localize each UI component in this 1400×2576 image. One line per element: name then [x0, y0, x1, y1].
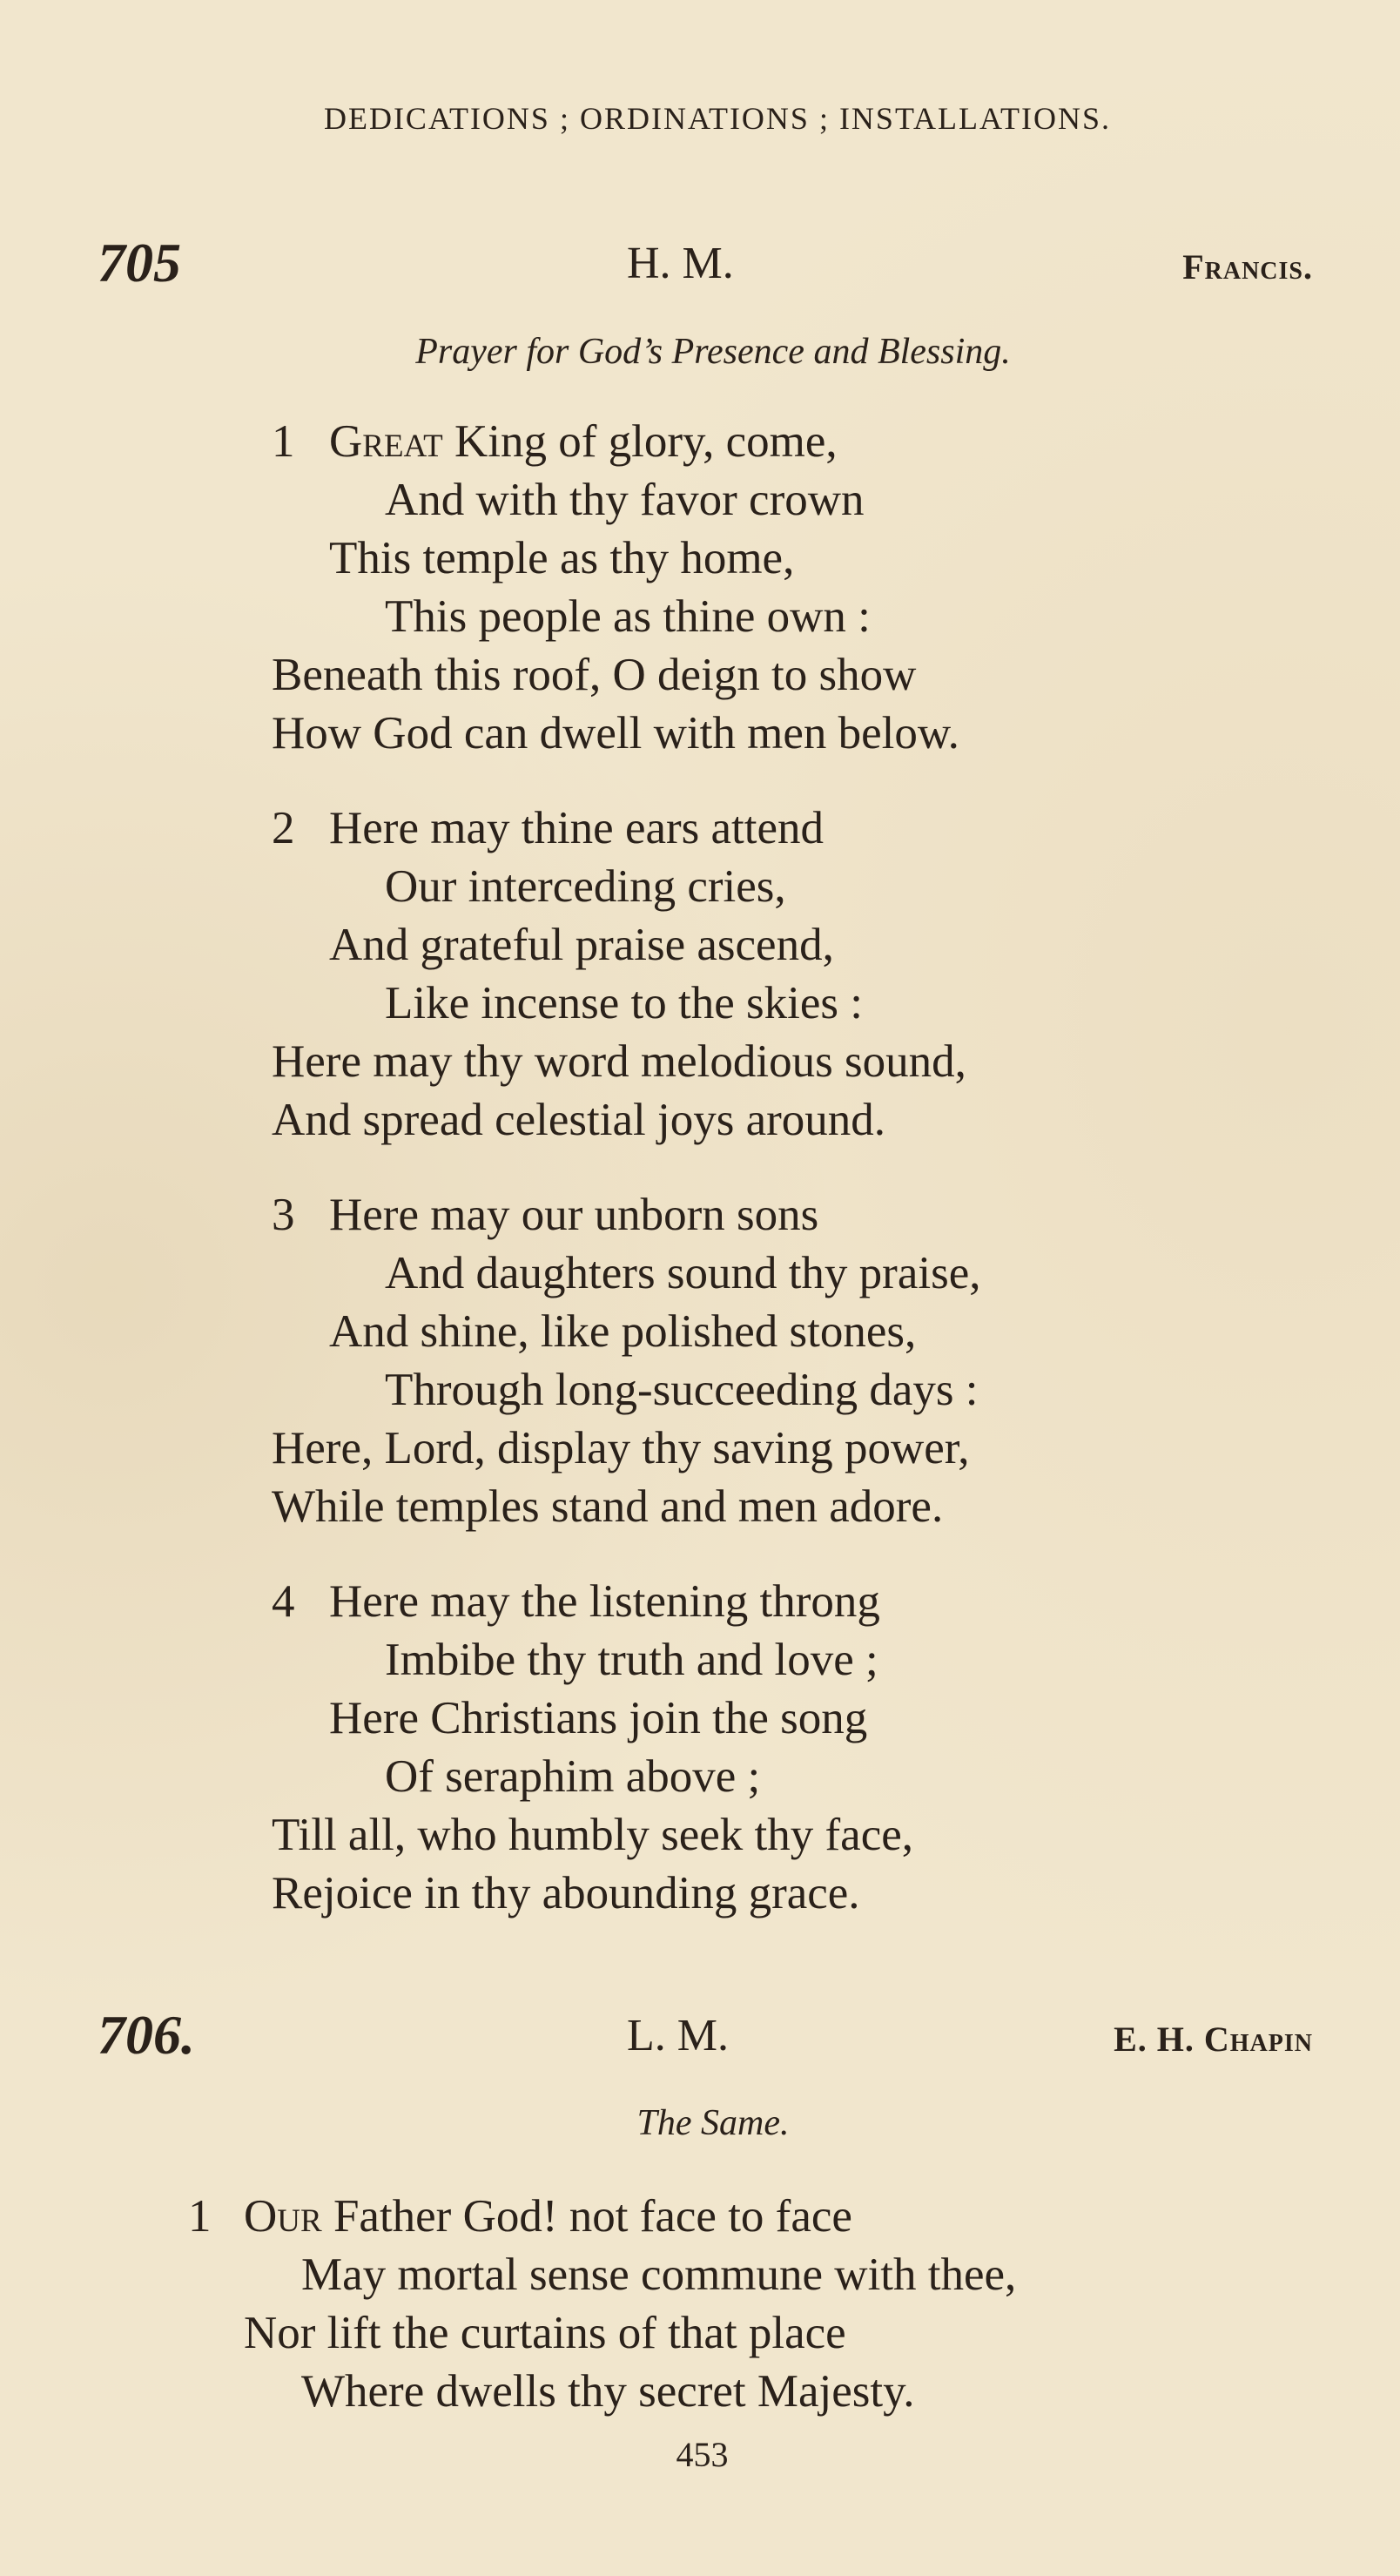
- verse-line: Where dwells thy secret Majesty.: [301, 2366, 915, 2417]
- verse-line: Till all, who humbly seek thy face,: [272, 1810, 914, 1860]
- verse-line: Here Christians join the song: [329, 1693, 868, 1743]
- verse-line: [272, 413, 959, 471]
- first-word: Great: [329, 416, 443, 467]
- first-line: Here may thine ears attend: [329, 803, 825, 853]
- first-line-rest: Father God! not face to face: [321, 2191, 852, 2242]
- stanza-number: 2: [272, 803, 295, 853]
- stanza-4: [272, 1573, 913, 1923]
- stanza-number: 1: [272, 416, 295, 467]
- verse-line: And spread celestial joys around.: [272, 1095, 885, 1145]
- verse-line: [272, 1573, 913, 1631]
- hymn-meter: L. M.: [627, 2011, 729, 2060]
- stanza-number: 3: [272, 1190, 295, 1240]
- first-line: Here may the listening throng: [329, 1576, 880, 1627]
- page-number: 453: [676, 2435, 729, 2474]
- stanza-1: [188, 2188, 1016, 2421]
- verse-line: And shine, like polished stones,: [329, 1306, 917, 1357]
- verse-line: While temples stand and men adore.: [272, 1481, 944, 1532]
- verse-line: [272, 1186, 980, 1244]
- verse-line: Beneath this roof, O deign to show: [272, 650, 917, 700]
- hymn-title: The Same.: [636, 2103, 790, 2143]
- verse-line: Imbibe thy truth and love ;: [385, 1635, 878, 1685]
- verse-line: Nor lift the curtains of that place: [244, 2308, 846, 2358]
- hymn-title: Prayer for God’s Presence and Blessing.: [415, 332, 1011, 372]
- hymn-number: 705: [98, 232, 181, 293]
- stanza-number: 1: [188, 2191, 212, 2242]
- first-line: Here may our unborn sons: [329, 1190, 819, 1240]
- verse-line: [272, 799, 966, 858]
- running-head: DEDICATIONS ; ORDINATIONS ; INSTALLATIONS.: [323, 101, 1112, 136]
- verse-line: May mortal sense commune with thee,: [301, 2249, 1017, 2300]
- hymn-number: 706.: [98, 2004, 195, 2066]
- stanza-2: [272, 799, 966, 1150]
- verse-line: And daughters sound thy praise,: [385, 1248, 981, 1298]
- hymn-author: E. H. Chapin: [1114, 2020, 1313, 2059]
- verse-line: Rejoice in thy abounding grace.: [272, 1868, 860, 1919]
- verse-line: Of seraphim above ;: [385, 1751, 761, 1802]
- verse-line: [188, 2188, 1016, 2246]
- hymn-author: Francis.: [1182, 247, 1313, 287]
- verse-line: And grateful praise ascend,: [329, 920, 834, 970]
- hymn-705-header: [0, 231, 1400, 292]
- verse-line: Like incense to the skies :: [385, 978, 863, 1028]
- stanza-3: [272, 1186, 980, 1536]
- verse-line: Through long-succeeding days :: [385, 1365, 979, 1415]
- stanza-number: 4: [272, 1576, 295, 1627]
- verse-line: This temple as thy home,: [329, 533, 795, 583]
- verse-line: And with thy favor crown: [385, 475, 865, 525]
- first-word: Our: [244, 2191, 322, 2242]
- hymn-meter: H. M.: [627, 239, 734, 288]
- first-line-rest: King of glory, come,: [442, 416, 838, 467]
- hymn-706-header: [0, 2003, 1400, 2064]
- verse-line: This people as thine own :: [385, 591, 871, 642]
- verse-line: Here, Lord, display thy saving power,: [272, 1423, 970, 1473]
- verse-line: How God can dwell with men below.: [272, 708, 959, 759]
- verse-line: Our interceding cries,: [385, 861, 786, 912]
- verse-line: Here may thy word melodious sound,: [272, 1036, 966, 1087]
- stanza-1: [272, 413, 959, 763]
